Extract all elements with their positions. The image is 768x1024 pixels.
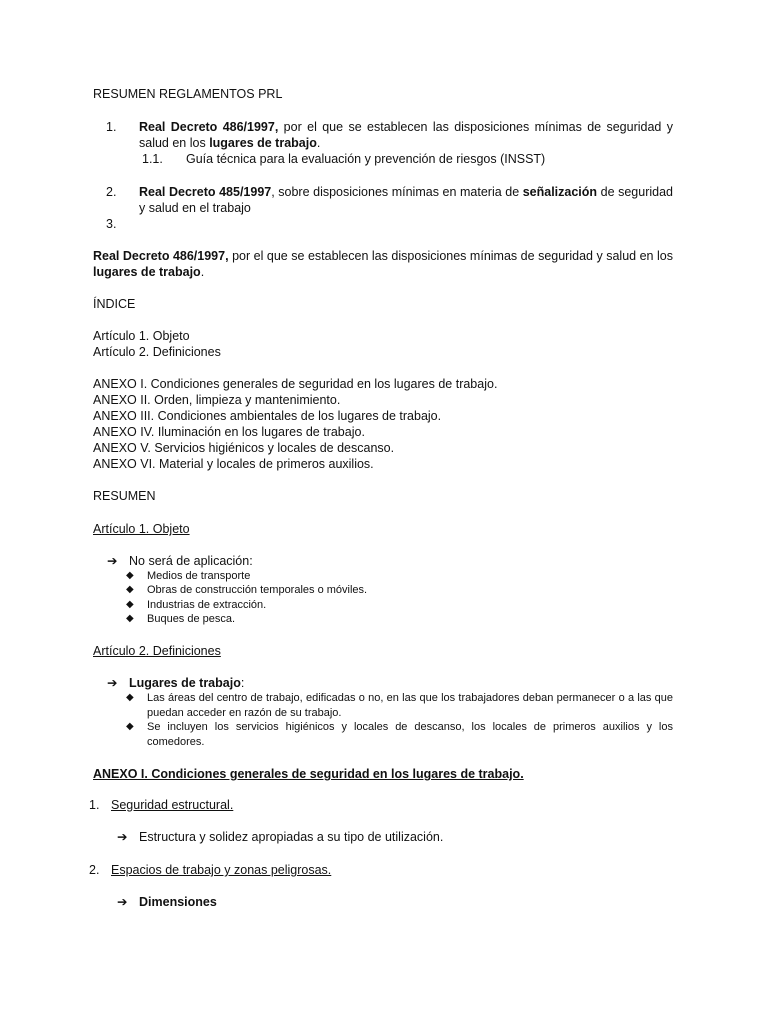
article-2-title: Artículo 2. Definiciones — [93, 644, 221, 658]
index-article-2: Artículo 2. Definiciones — [93, 345, 221, 359]
list-item-1-text — [139, 119, 673, 151]
list-number-3: 3. — [106, 217, 117, 231]
definition-item-2: Se incluyen los servicios higiénicos y locales de descanso, los locales de primeros auxilios y los comedores. — [147, 721, 673, 748]
index-anexo-6: ANEXO VI. Material y locales de primeros auxilios. — [93, 457, 374, 471]
exclusion-item-4: Buques de pesca. — [147, 613, 236, 625]
index-anexo-5: ANEXO V. Servicios higiénicos y locales de descanso. — [93, 441, 395, 455]
exclusion-item-2: Obras de construcción temporales o móviles. — [147, 584, 368, 596]
summary-heading: RESUMEN — [93, 489, 156, 503]
structural-safety-point: Estructura y solidez apropiadas a su tipo de utilización. — [139, 830, 444, 844]
diamond-bullet-icon: ◆ — [126, 570, 134, 581]
index-anexo-3: ANEXO III. Condiciones ambientales de los lugares de trabajo. — [93, 409, 442, 423]
sublist-number-1-1: 1.1. — [142, 152, 163, 166]
decree-name: Real Decreto 485/1997 — [139, 185, 272, 199]
list-number-2: 2. — [106, 185, 117, 199]
decree-description: por el que se establecen las disposiciones mínimas de seguridad y salud en los — [228, 249, 673, 263]
definition-term: Lugares de trabajo — [129, 676, 241, 690]
decree-description: , sobre disposiciones mínimas en materia de — [271, 185, 523, 199]
anexo-1-title: ANEXO I. Condiciones generales de seguridad en los lugares de trabajo. — [93, 767, 524, 781]
sublist-item-guide: Guía técnica para la evaluación y prevención de riesgos (INSST) — [186, 152, 546, 166]
list-item-2-text — [139, 184, 673, 216]
index-article-1: Artículo 1. Objeto — [93, 329, 190, 343]
workplaces-definition-label — [129, 675, 244, 691]
diamond-bullet-icon: ◆ — [126, 599, 134, 610]
anexo-item-number-2: 2. — [89, 863, 100, 877]
decree-name: Real Decreto 486/1997, — [93, 249, 229, 263]
decree-keyword: señalización — [522, 185, 598, 199]
index-anexo-2: ANEXO II. Orden, limpieza y mantenimiento. — [93, 393, 341, 407]
decree-period: . — [316, 136, 321, 150]
definition-item-1: Las áreas del centro de trabajo, edificadas o no, en las que los trabajadores deban permanecer o a las que puedan acceder en razón de su trabajo. — [147, 692, 673, 719]
diamond-bullet-icon: ◆ — [126, 721, 134, 732]
arrow-icon: ➔ — [117, 830, 128, 844]
decree-keyword: lugares de trabajo — [93, 265, 201, 279]
arrow-icon: ➔ — [117, 895, 128, 909]
anexo-item-number-1: 1. — [89, 798, 100, 812]
dimensions-point: Dimensiones — [139, 895, 217, 909]
index-heading: ÍNDICE — [93, 297, 136, 311]
work-spaces-title: Espacios de trabajo y zonas peligrosas. — [111, 863, 332, 877]
document-title: RESUMEN REGLAMENTOS PRL — [93, 87, 283, 101]
diamond-bullet-icon: ◆ — [126, 584, 134, 595]
index-anexo-4: ANEXO IV. Iluminación en los lugares de trabajo. — [93, 425, 365, 439]
structural-safety-title: Seguridad estructural. — [111, 798, 234, 812]
exclusion-item-3: Industrias de extracción. — [147, 599, 267, 611]
list-number-1: 1. — [106, 120, 117, 134]
decree-name: Real Decreto 486/1997, — [139, 120, 279, 134]
decree-keyword: lugares de trabajo — [209, 136, 317, 150]
decree-period: . — [200, 265, 205, 279]
diamond-bullet-icon: ◆ — [126, 613, 134, 624]
decree-description-end: de seguridad y salud en el trabajo — [139, 185, 674, 215]
index-anexo-1: ANEXO I. Condiciones generales de seguridad en los lugares de trabajo. — [93, 377, 498, 391]
arrow-icon: ➔ — [107, 554, 118, 568]
article-1-title: Artículo 1. Objeto — [93, 522, 190, 536]
exclusion-item-1: Medios de transporte — [147, 570, 251, 582]
definition-colon: : — [240, 676, 245, 690]
intro-paragraph — [93, 248, 673, 280]
arrow-icon: ➔ — [107, 676, 118, 690]
not-applicable-label: No será de aplicación: — [129, 554, 253, 568]
diamond-bullet-icon: ◆ — [126, 692, 134, 703]
decree-description: por el que se establecen las disposiciones mínimas de seguridad y salud en los — [139, 120, 673, 150]
